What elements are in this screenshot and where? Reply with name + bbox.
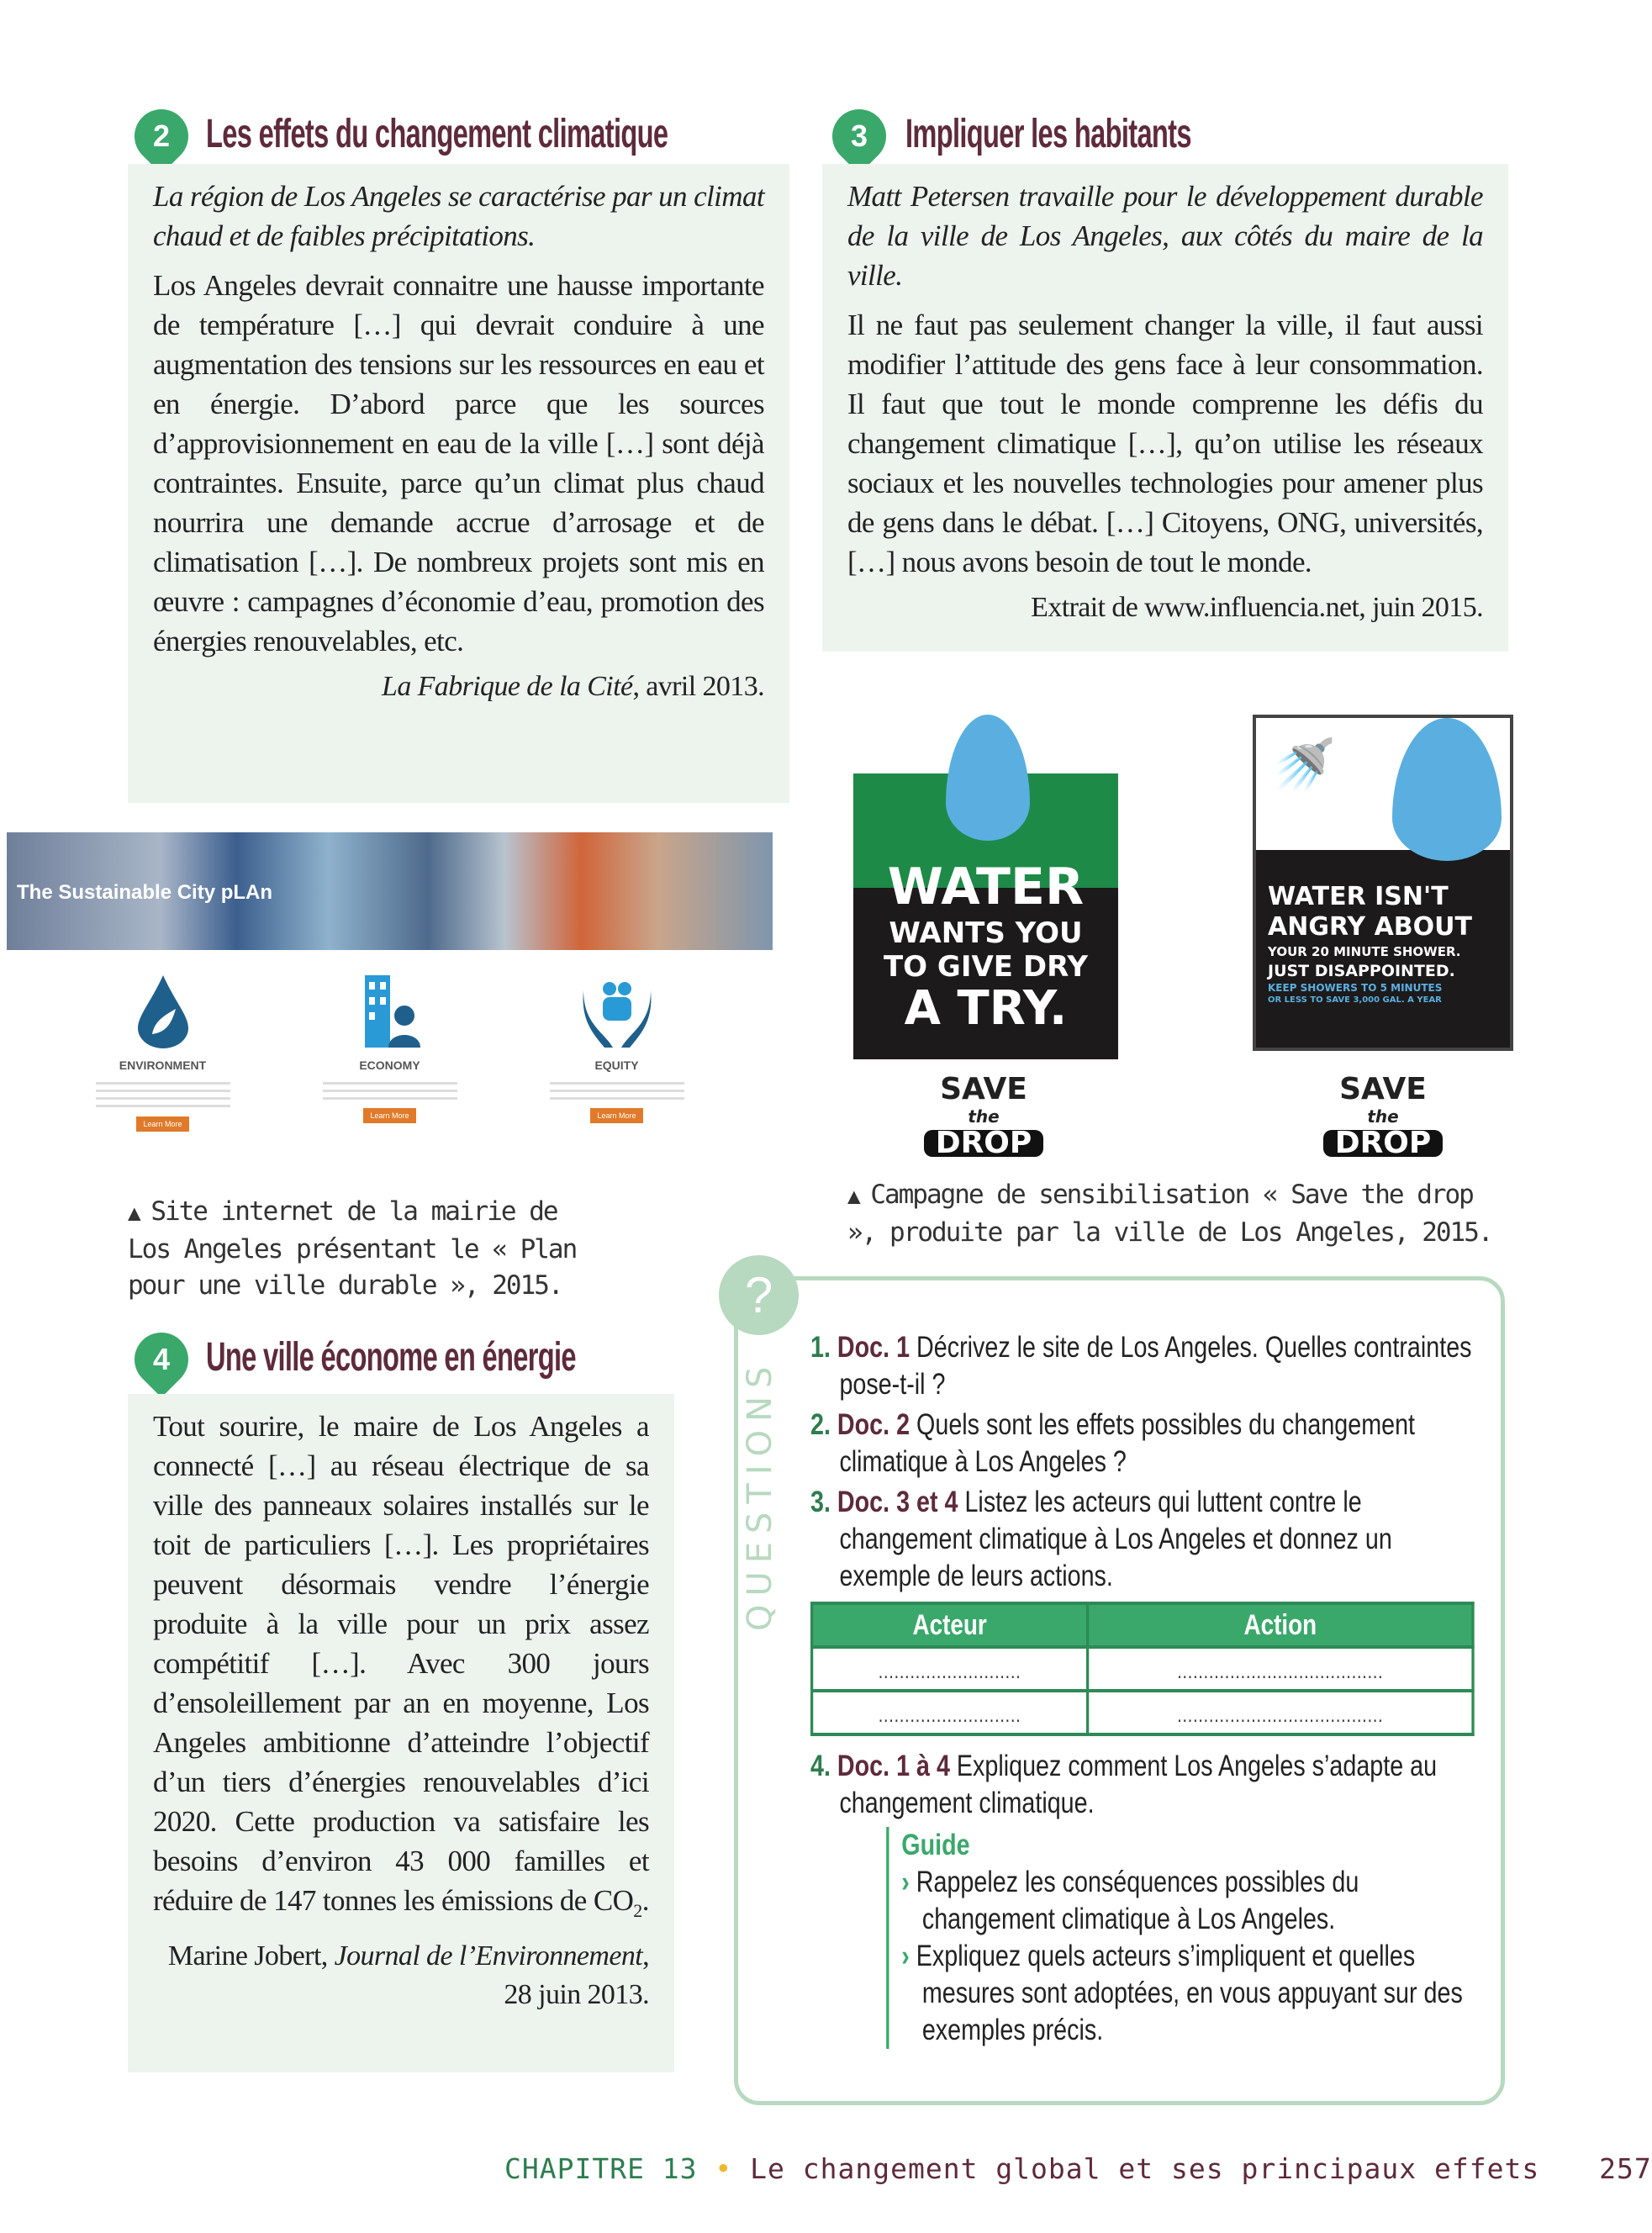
banner-title: The Sustainable City pLAn [17, 881, 273, 904]
doc2-text-box [128, 164, 789, 803]
shower-icon: 🚿 [1273, 736, 1336, 794]
water-drop-icon [1392, 718, 1502, 861]
chapter-label: CHAPITRE 13 [504, 2152, 698, 2185]
learn-more-button[interactable]: Learn More [136, 1116, 188, 1132]
website-caption: ▲ Site internet de la mairie de Los Angeles présentant le « Plan pour une ville durable », 2015. [128, 1196, 577, 1301]
doc2-title: Les effets du changement climatique [206, 112, 668, 156]
posters-caption: ▲ Campagne de sensibilisation « Save the drop », produite par la ville de Los Angeles, 2015. [847, 1180, 1492, 1248]
footer [504, 2152, 1652, 2185]
pillar-economy: ECONOMY Learn More [314, 974, 466, 1132]
chapter-topic: Le changement global et ses principaux effets [750, 2152, 1540, 2185]
hands-family-icon [579, 974, 655, 1049]
doc4-text-box [128, 1394, 674, 2072]
doc-number-badge: 2 [124, 98, 200, 175]
question-2: 2. Doc. 2 Quels sont les effets possibles du changement climatique à Los Angeles ? [810, 1408, 1416, 1478]
pillar-environment: ENVIRONMENT Learn More [87, 974, 239, 1132]
doc2-source: La Fabrique de la Cité, avril 2013. [382, 671, 764, 702]
doc4-source: Marine Jobert, Journal de l’Environnement, 28 juin 2013. [167, 1940, 649, 2010]
doc4-body: Tout sourire, le maire de Los Angeles a connecté […] au réseau électrique de sa ville des panneaux solaires installés sur le toit de particuliers […]. Les propriétaires peuvent désormais vendre l’énergie produite à la ville pour un prix assez compétitif […]. Avec 300 jours d’ensoleillement par an en moyenne, Los Angeles ambitionne d’atteindre l’objectif d’un tiers d’énergies renouvelables d’ici 2020. Cette production va satisfaire les besoins d’environ 43 000 familles et réduire de 147 tonnes les émissions de $CO_2$. [153, 1410, 649, 1921]
doc4-title: Une ville économe en énergie [206, 1335, 576, 1380]
doc3-intro: Matt Petersen travaille pour le développement durable de la ville de Los Angeles, aux côtés du maire de la ville. [847, 180, 1483, 292]
pillar-equity: EQUITY Learn More [541, 974, 693, 1132]
bullet-dot-icon: • [715, 2152, 733, 2185]
triangle-up-icon: ▲ [128, 1201, 151, 1226]
table-cell[interactable]: ........................... [812, 1691, 1088, 1734]
questions-box [734, 1276, 1505, 2105]
question-mark-icon: ? [719, 1255, 799, 1335]
doc2-body: Los Angeles devrait connaitre une hausse importante de température […] qui devrait conduire à une augmentation des tensions sur les ressources en eau et en énergie. D’abord parce que les sources d’approvisionnement en eau de la ville […] sont déjà contraintes. Ensuite, parce qu’un climat plus chaud nourrira une demande accrue d’arrosage et de climatisation […]. De nombreux projets sont mis en œuvre : campagnes d’économie d’eau, promotion des énergies renouvelables, etc. [153, 269, 764, 657]
questions-vertical-label: QUESTIONS [741, 1358, 779, 1631]
question-3: 3. Doc. 3 et 4 Listez les acteurs qui luttent contre le changement climatique à Los Angeles et donnez un exemple de leurs actions. [810, 1486, 1392, 1592]
website-screenshot [7, 832, 773, 1188]
guide: Guide › Rappelez les conséquences possibles du changement climatique à Los Angeles. › Expliquez quels acteurs s’impliquent et quelles mesures sont adoptées, en vous appuyant sur des exemples précis. [886, 1827, 1474, 2049]
water-drop-icon [946, 715, 1030, 841]
learn-more-button[interactable]: Learn More [590, 1108, 642, 1123]
doc3-body: Il ne faut pas seulement changer la ville, il faut aussi modifier l’attitude des gens face à leur consommation. Il faut que tout le monde comprenne les défis du changement climatique […], qu’on utilise les réseaux sociaux et les nouvelles technologies pour amener plus de gens dans le débat. […] Citoyens, ONG, universités, […] nous avons besoin de tout le monde. [847, 309, 1483, 578]
doc2-intro: La région de Los Angeles se caractérise par un climat chaud et de faibles précipitations. [153, 180, 764, 252]
doc-number-badge: 4 [124, 1322, 200, 1398]
chevron-right-icon: › [901, 1866, 910, 1898]
page-number: 257 [1599, 2152, 1652, 2185]
poster-water-wants-you: WATER WANTS YOU TO GIVE DRY A TRY. SAVE the DROP [845, 698, 1122, 1169]
table-cell[interactable]: ....................................... [1088, 1691, 1473, 1734]
learn-more-button[interactable]: Learn More [363, 1108, 415, 1123]
question-4: 4. Doc. 1 à 4 Expliquez comment Los Angeles s’adapte au changement climatique. [810, 1750, 1438, 1819]
doc-number-badge: 3 [821, 98, 898, 175]
chevron-right-icon: › [901, 1940, 910, 1972]
doc3-title: Impliquer les habitants [905, 112, 1191, 156]
actor-action-table: Acteur Action ........................... ....................................... ........................... ....................................... [810, 1602, 1475, 1736]
question-1: 1. Doc. 1 Décrivez le site de Los Angeles. Quelles contraintes pose-t-il ? [810, 1331, 1472, 1401]
city-banner [7, 832, 773, 950]
save-the-drop-logo: SAVE the DROP [1244, 1076, 1522, 1157]
water-leaf-icon [134, 974, 193, 1049]
questions-list [810, 1329, 1475, 2049]
save-the-drop-logo: SAVE the DROP [845, 1076, 1122, 1157]
doc3-text-box [822, 164, 1508, 652]
poster-water-isnt-angry: 🚿 WATER ISN'T ANGRY ABOUT YOUR 20 MINUTE SHOWER. JUST DISAPPOINTED. KEEP SHOWERS TO 5 MINUTES OR LESS TO SAVE 3,000 GAL. A YEAR SAVE the DROP [1244, 698, 1581, 1169]
table-cell[interactable]: ....................................... [1088, 1647, 1473, 1691]
triangle-up-icon: ▲ [847, 1184, 871, 1209]
building-worker-icon [356, 974, 424, 1049]
doc3-source: Extrait de www.influencia.net, juin 2015. [1031, 592, 1483, 623]
table-cell[interactable]: ........................... [812, 1647, 1088, 1691]
